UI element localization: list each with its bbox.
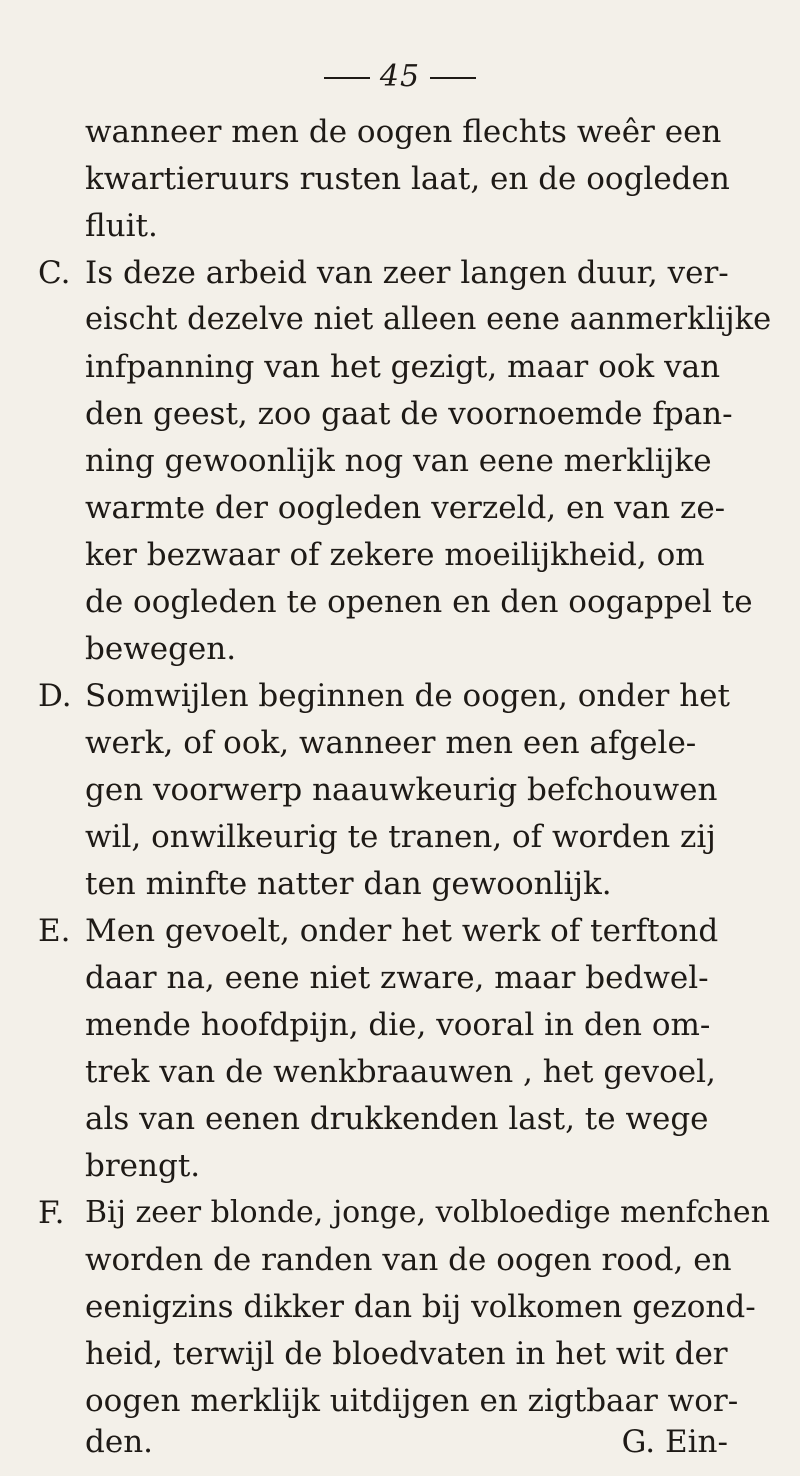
text-line: de oogleden te openen en den oogappel te [85,584,753,620]
text-line: brengt. [85,1148,201,1184]
text-line: werk, of ook, wanneer men een afgele- [85,725,697,761]
page-number: 45 [379,59,421,94]
text-line: kwartieruurs rusten laat, en de oogleden [85,161,730,197]
text-line: infpanning van het gezigt, maar ook van [85,349,721,385]
text-line: Somwijlen beginnen de oogen, onder het [85,678,730,714]
section-label-d: D. [38,678,72,714]
text-line: bewegen. [85,631,237,667]
text-line: den. [85,1424,154,1460]
text-line: ker bezwaar of zekere moeilijkheid, om [85,537,705,573]
text-line: wanneer men de oogen flechts weêr een [85,114,722,150]
text-line: warmte der oogleden verzeld, en van ze- [85,490,726,526]
text-line: trek van de wenkbraauwen , het gevoel, [85,1054,716,1090]
section-label-c: C. [38,255,71,291]
text-line: gen voorwerp naauwkeurig befchouwen [85,772,718,808]
text-line: Bij zeer blonde, jonge, volbloedige menfchen [85,1195,770,1230]
text-line: fluit. [85,208,158,244]
text-line: Men gevoelt, onder het werk of terftond [85,913,719,949]
catchword: G. Ein- [621,1424,728,1460]
text-line: heid, terwijl de bloedvaten in het wit der [85,1336,728,1372]
text-line: oogen merklijk uitdijgen en zigtbaar wor- [85,1383,739,1419]
section-label-f: F. [38,1195,65,1231]
text-line: daar na, eene niet zware, maar bedwel- [85,960,709,996]
text-line: eenigzins dikker dan bij volkomen gezond- [85,1289,756,1325]
text-line: Is deze arbeid van zeer langen duur, ver- [85,255,729,291]
section-label-e: E. [38,913,71,949]
text-line: als van eenen drukkenden last, te wege [85,1101,709,1137]
text-line: eischt dezelve niet alleen eene aanmerklijke [85,302,772,337]
text-line: mende hoofdpijn, die, vooral in den om- [85,1007,711,1043]
header-dash-left [324,77,370,79]
text-line: ning gewoonlijk nog van eene merklijke [85,443,712,479]
page-header [0,60,800,94]
text-line: wil, onwilkeurig te tranen, of worden zij [85,819,716,855]
text-line: ten minfte natter dan gewoonlijk. [85,866,612,902]
text-line: worden de randen van de oogen rood, en [85,1242,732,1278]
text-line: den geest, zoo gaat de voornoemde fpan- [85,396,733,432]
header-dash-right [430,77,476,79]
